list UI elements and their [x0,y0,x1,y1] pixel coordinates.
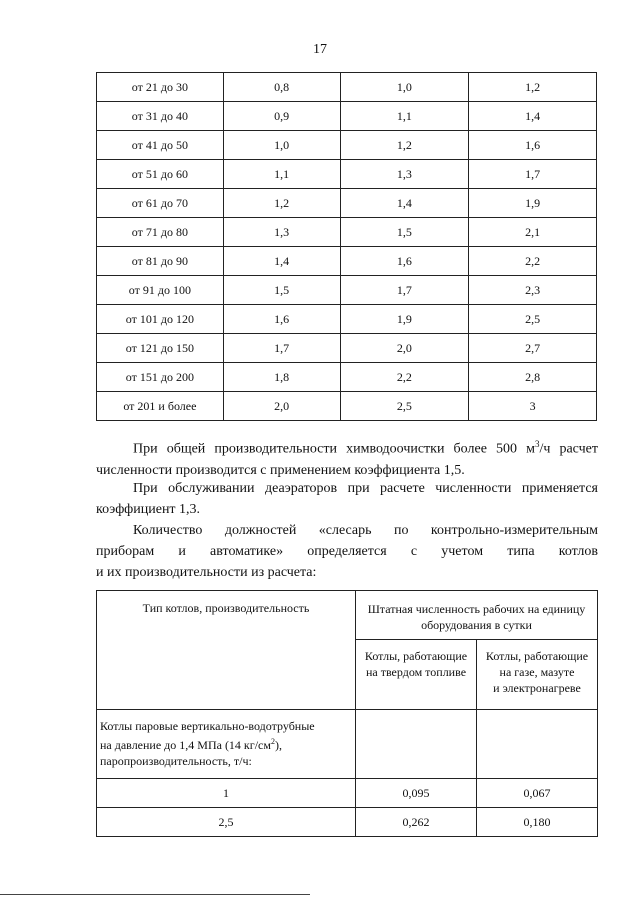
table-cell: 2,0 [223,392,340,421]
table-cell: 2,7 [469,334,597,363]
paragraph-deaerators [96,478,598,520]
table-cell: 1,1 [340,102,469,131]
table-cell: 1,7 [223,334,340,363]
table-cell: 1,8 [223,363,340,392]
table-cell: 2,5 [97,808,356,837]
paragraph-positions [96,520,598,583]
table-cell: 3 [469,392,597,421]
paragraph-line: и их производительности из расчета: [96,565,317,580]
table-cell: 1,4 [340,189,469,218]
table-row [97,218,597,247]
paragraph-line: Количество должностей «слесарь по контрольно-измерительным [133,523,598,538]
table-cell: 0,8 [223,73,340,102]
scan-edge-line [0,894,310,895]
table-cell: 1,0 [223,131,340,160]
table-cell: от 71 до 80 [97,218,224,247]
table-row [97,392,597,421]
table-cell: 1,2 [469,73,597,102]
header-solid-fuel: Котлы, работающие на твердом топливе [356,640,477,710]
table-cell: 1,0 [340,73,469,102]
table-cell: от 21 до 30 [97,73,224,102]
table-cell: 1,2 [223,189,340,218]
table-cell: 1,3 [340,160,469,189]
table-cell: от 81 до 90 [97,247,224,276]
table-row [97,779,598,808]
table-cell: 1,7 [469,160,597,189]
page-number: 17 [313,42,327,57]
paragraph-line: приборам и автоматике» определяется с учетом типа котлов [96,544,598,559]
table-cell: 2,5 [469,305,597,334]
table-cell: 0,9 [223,102,340,131]
table-cell: 0,095 [356,779,477,808]
table-cell: 1,7 [340,276,469,305]
table-row [97,102,597,131]
table-cell: от 101 до 120 [97,305,224,334]
table-cell: 1,1 [223,160,340,189]
table-row [97,305,597,334]
table-cell: от 91 до 100 [97,276,224,305]
table-cell: 1,9 [469,189,597,218]
table-cell: 2,8 [469,363,597,392]
table-cell: 0,262 [356,808,477,837]
header-staffing: Штатная численность рабочих на единицу оборудования в сутки [356,591,598,640]
paragraph-line: численности производится с применением коэффициента 1,5. [96,462,465,478]
coefficient-table [96,72,597,421]
header-boiler-type: Тип котлов, производительность [97,591,356,710]
table-cell: от 41 до 50 [97,131,224,160]
table-cell: 1,5 [340,218,469,247]
table-cell: 2,0 [340,334,469,363]
boiler-description: Котлы паровые вертикально-водотрубные на давление до 1,4 МПа (14 $кг/см^2$), паропроизводительность, т/ч: [97,710,356,779]
table-cell: 1,2 [340,131,469,160]
table-cell: 2,3 [469,276,597,305]
table-cell: 1,6 [340,247,469,276]
table-cell: от 51 до 60 [97,160,224,189]
table-row [97,808,598,837]
table-cell: 2,1 [469,218,597,247]
table-cell: от 121 до 150 [97,334,224,363]
table-cell: от 61 до 70 [97,189,224,218]
table-cell: 0,180 [477,808,598,837]
table-cell: 2,2 [340,363,469,392]
paragraph-line: При общей производительности химводоочистки более 500 $м^3/ч$ расчет [133,439,598,457]
table-cell: 1,4 [223,247,340,276]
table-row [97,160,597,189]
empty-cell [477,710,598,779]
table-row [97,189,597,218]
table-cell: 2,2 [469,247,597,276]
empty-cell [356,710,477,779]
table-cell: 0,067 [477,779,598,808]
table-cell: 1 [97,779,356,808]
table-cell: от 151 до 200 [97,363,224,392]
table-row [97,247,597,276]
table-cell: 2,5 [340,392,469,421]
paragraph-line: При обслуживании деаэраторов при расчете численности применяется [133,481,598,496]
table-row [97,334,597,363]
table-cell: 1,6 [223,305,340,334]
staffing-table [96,590,598,837]
table-cell: 1,3 [223,218,340,247]
table-row [97,131,597,160]
table-cell: 1,9 [340,305,469,334]
header-gas-fuel: Котлы, работающие на газе, мазуте и электронагреве [477,640,598,710]
table-cell: 1,4 [469,102,597,131]
table-cell: 1,5 [223,276,340,305]
table-cell: от 201 и более [97,392,224,421]
table-row [97,73,597,102]
paragraph-line: коэффициент 1,3. [96,502,201,517]
table-cell: 1,6 [469,131,597,160]
table-row [97,363,597,392]
table-row [97,276,597,305]
table-cell: от 31 до 40 [97,102,224,131]
paragraph-water-treatment [96,434,598,481]
